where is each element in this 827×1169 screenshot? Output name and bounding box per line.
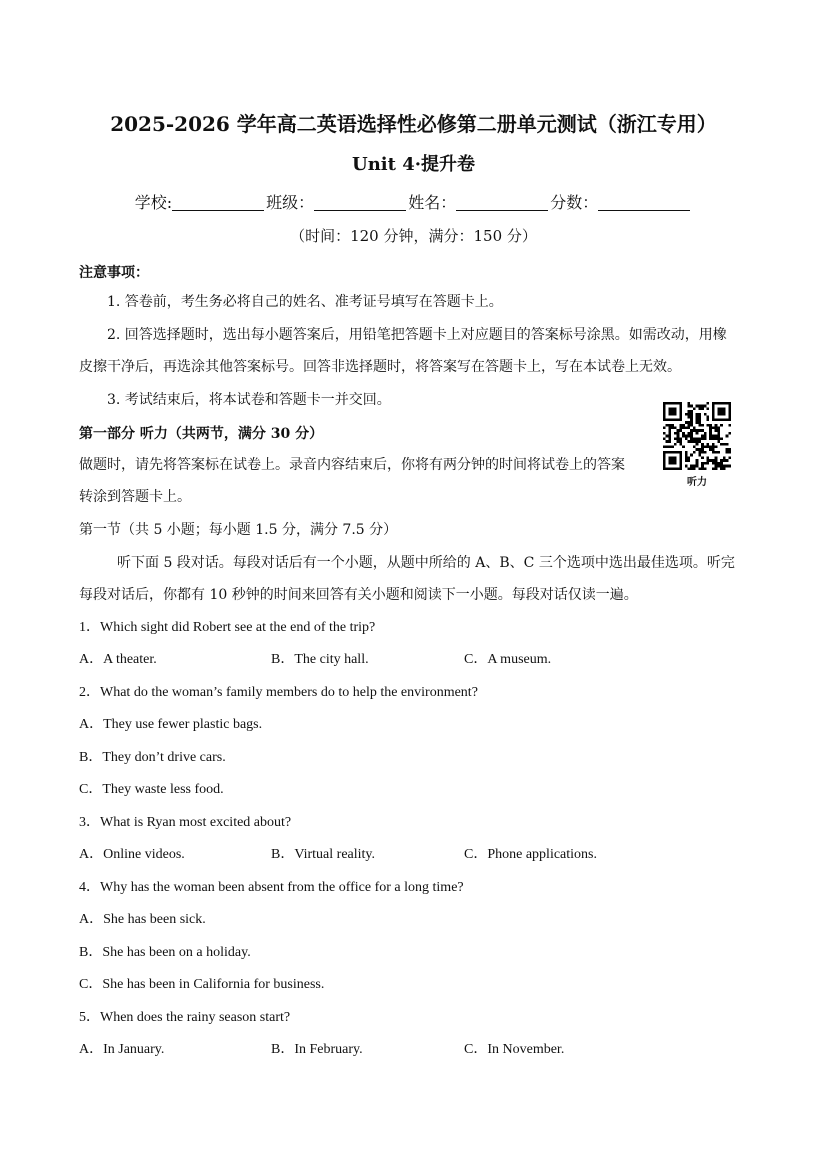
question-3-option-a[interactable]: A．Online videos. bbox=[79, 847, 185, 862]
name-blank[interactable] bbox=[456, 194, 548, 211]
question-5-stem: 5．When does the rainy season start? bbox=[79, 1010, 291, 1025]
question-2-stem: 2．What do the woman’s family members do to help the environment? bbox=[79, 685, 478, 700]
question-1-option-c[interactable]: C．A museum. bbox=[464, 652, 552, 667]
question-2-option-c[interactable]: C．They waste less food. bbox=[79, 782, 224, 797]
question-2-option-b[interactable]: B．They don’t drive cars. bbox=[79, 750, 226, 765]
question-5-option-b[interactable]: B．In February. bbox=[271, 1042, 363, 1057]
question-4-stem: 4．Why has the woman been absent from the office for a long time? bbox=[79, 880, 464, 895]
question-1-option-b[interactable]: B．The city hall. bbox=[271, 652, 369, 667]
note-item-1: 1. 答卷前，考生务必将自己的姓名、准考证号填写在答题卡上。 bbox=[107, 294, 503, 310]
student-info-line bbox=[0, 192, 827, 214]
section1-heading: 第一节（共 5 小题；每小题 1.5 分，满分 7.5 分） bbox=[79, 522, 398, 538]
question-4-option-b[interactable]: B．She has been on a holiday. bbox=[79, 945, 251, 960]
note-item-2: 2. 回答选择题时，选出每小题答案后，用铅笔把答题卡上对应题目的答案标号涂黑。如需改动，用橡 bbox=[107, 327, 727, 343]
score-blank[interactable] bbox=[598, 194, 690, 211]
exam-title: 2025-2026 学年高二英语选择性必修第二册单元测试（浙江专用） bbox=[110, 112, 717, 136]
school-label: 学校: bbox=[134, 193, 173, 212]
name-label: 姓名： bbox=[408, 193, 457, 212]
notes-heading: 注意事项： bbox=[79, 265, 149, 281]
class-label: 班级： bbox=[266, 193, 315, 212]
section1-instruction-1: 听下面 5 段对话。每段对话后有一个小题，从题中所给的 A、B、C 三个选项中选出最佳选项。听完 bbox=[117, 555, 735, 571]
question-5-option-c[interactable]: C．In November. bbox=[464, 1042, 565, 1057]
question-5-option-a[interactable]: A．In January. bbox=[79, 1042, 165, 1057]
section1-instruction-2: 每段对话后，你都有 10 秒钟的时间来回答有关小题和阅读下一小题。每段对话仅读一遍。 bbox=[79, 587, 638, 603]
question-4-option-c[interactable]: C．She has been in California for business. bbox=[79, 977, 325, 992]
time-info: （时间：120 分钟，满分：150 分） bbox=[290, 227, 537, 245]
qr-code-icon[interactable] bbox=[663, 402, 731, 470]
question-2-option-a[interactable]: A．They use fewer plastic bags. bbox=[79, 717, 263, 732]
school-blank[interactable] bbox=[172, 194, 264, 211]
note-item-3: 3. 考试结束后，将本试卷和答题卡一并交回。 bbox=[107, 392, 391, 408]
exam-subtitle: Unit 4·提升卷 bbox=[352, 154, 475, 175]
question-3-option-c[interactable]: C．Phone applications. bbox=[464, 847, 597, 862]
qr-label: 听力 bbox=[687, 477, 707, 488]
score-label: 分数： bbox=[550, 193, 599, 212]
question-3-stem: 3．What is Ryan most excited about? bbox=[79, 815, 292, 830]
part1-desc-1: 做题时，请先将答案标在试卷上。录音内容结束后，你将有两分钟的时间将试卷上的答案 bbox=[79, 457, 625, 473]
note-item-2-cont: 皮擦干净后，再选涂其他答案标号。回答非选择题时，将答案写在答题卡上，写在本试卷上无效。 bbox=[79, 359, 681, 375]
question-4-option-a[interactable]: A．She has been sick. bbox=[79, 912, 206, 927]
question-1-option-a[interactable]: A．A theater. bbox=[79, 652, 157, 667]
question-1-stem: 1．Which sight did Robert see at the end of the trip? bbox=[79, 620, 376, 635]
part1-heading: 第一部分 听力（共两节，满分 30 分） bbox=[79, 426, 324, 442]
part1-desc-2: 转涂到答题卡上。 bbox=[79, 489, 191, 505]
class-blank[interactable] bbox=[314, 194, 406, 211]
question-3-option-b[interactable]: B．Virtual reality. bbox=[271, 847, 376, 862]
